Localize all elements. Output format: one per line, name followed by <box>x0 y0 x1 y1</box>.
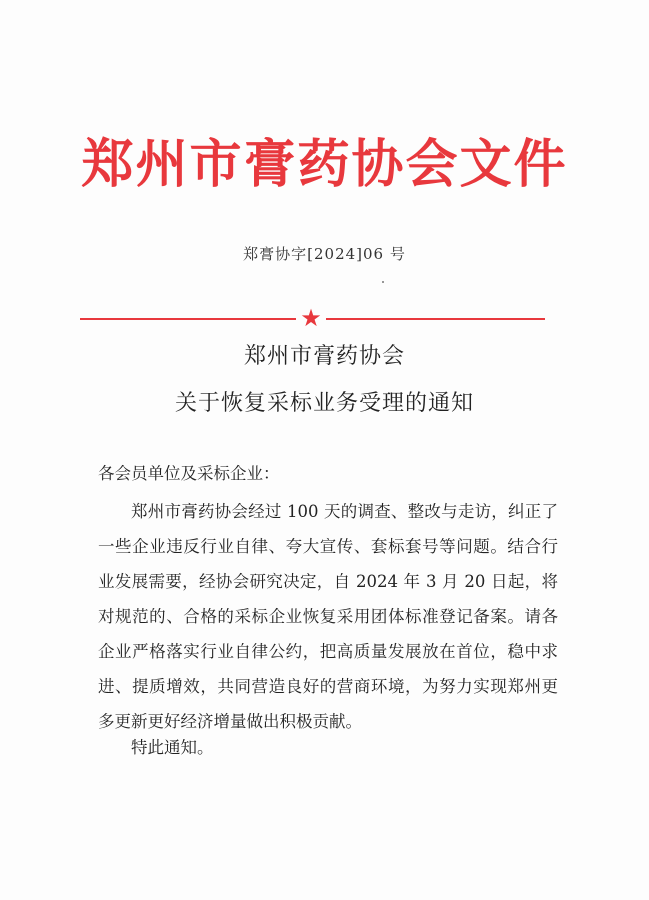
closing-remark: 特此通知。 <box>131 738 214 757</box>
red-divider-left <box>80 318 296 320</box>
body-paragraph: 郑州市膏药协会经过 100 天的调查、整改与走访，纠正了一些企业违反行业自律、夸大宣传、套标套号等问题。结合行业发展需要，经协会研究决定，自 2024 年 3 月 20 日起，将对规范的、合格的采标企业恢复采用团体标准登记备案。请各企业严格落实行业自律公约，把高质量发展放在首位，稳中求进、提质增效，共同营造良好的营商环境，为努力实现郑州更多更新更好经济增量做出积极贡献。 <box>98 502 558 731</box>
document-number: 郑膏协字[2024]06 号 <box>243 245 406 263</box>
red-divider-right <box>326 318 545 320</box>
salutation: 各会员单位及采标企业： <box>98 464 280 483</box>
notice-title-line2: 关于恢复采标业务受理的通知 <box>174 391 474 416</box>
notice-title-line1: 郑州市膏药协会 <box>243 344 405 369</box>
scan-speck <box>382 281 384 283</box>
document-header-title: 郑州市膏药协会文件 <box>81 134 568 195</box>
star-icon: ★ <box>300 304 322 332</box>
